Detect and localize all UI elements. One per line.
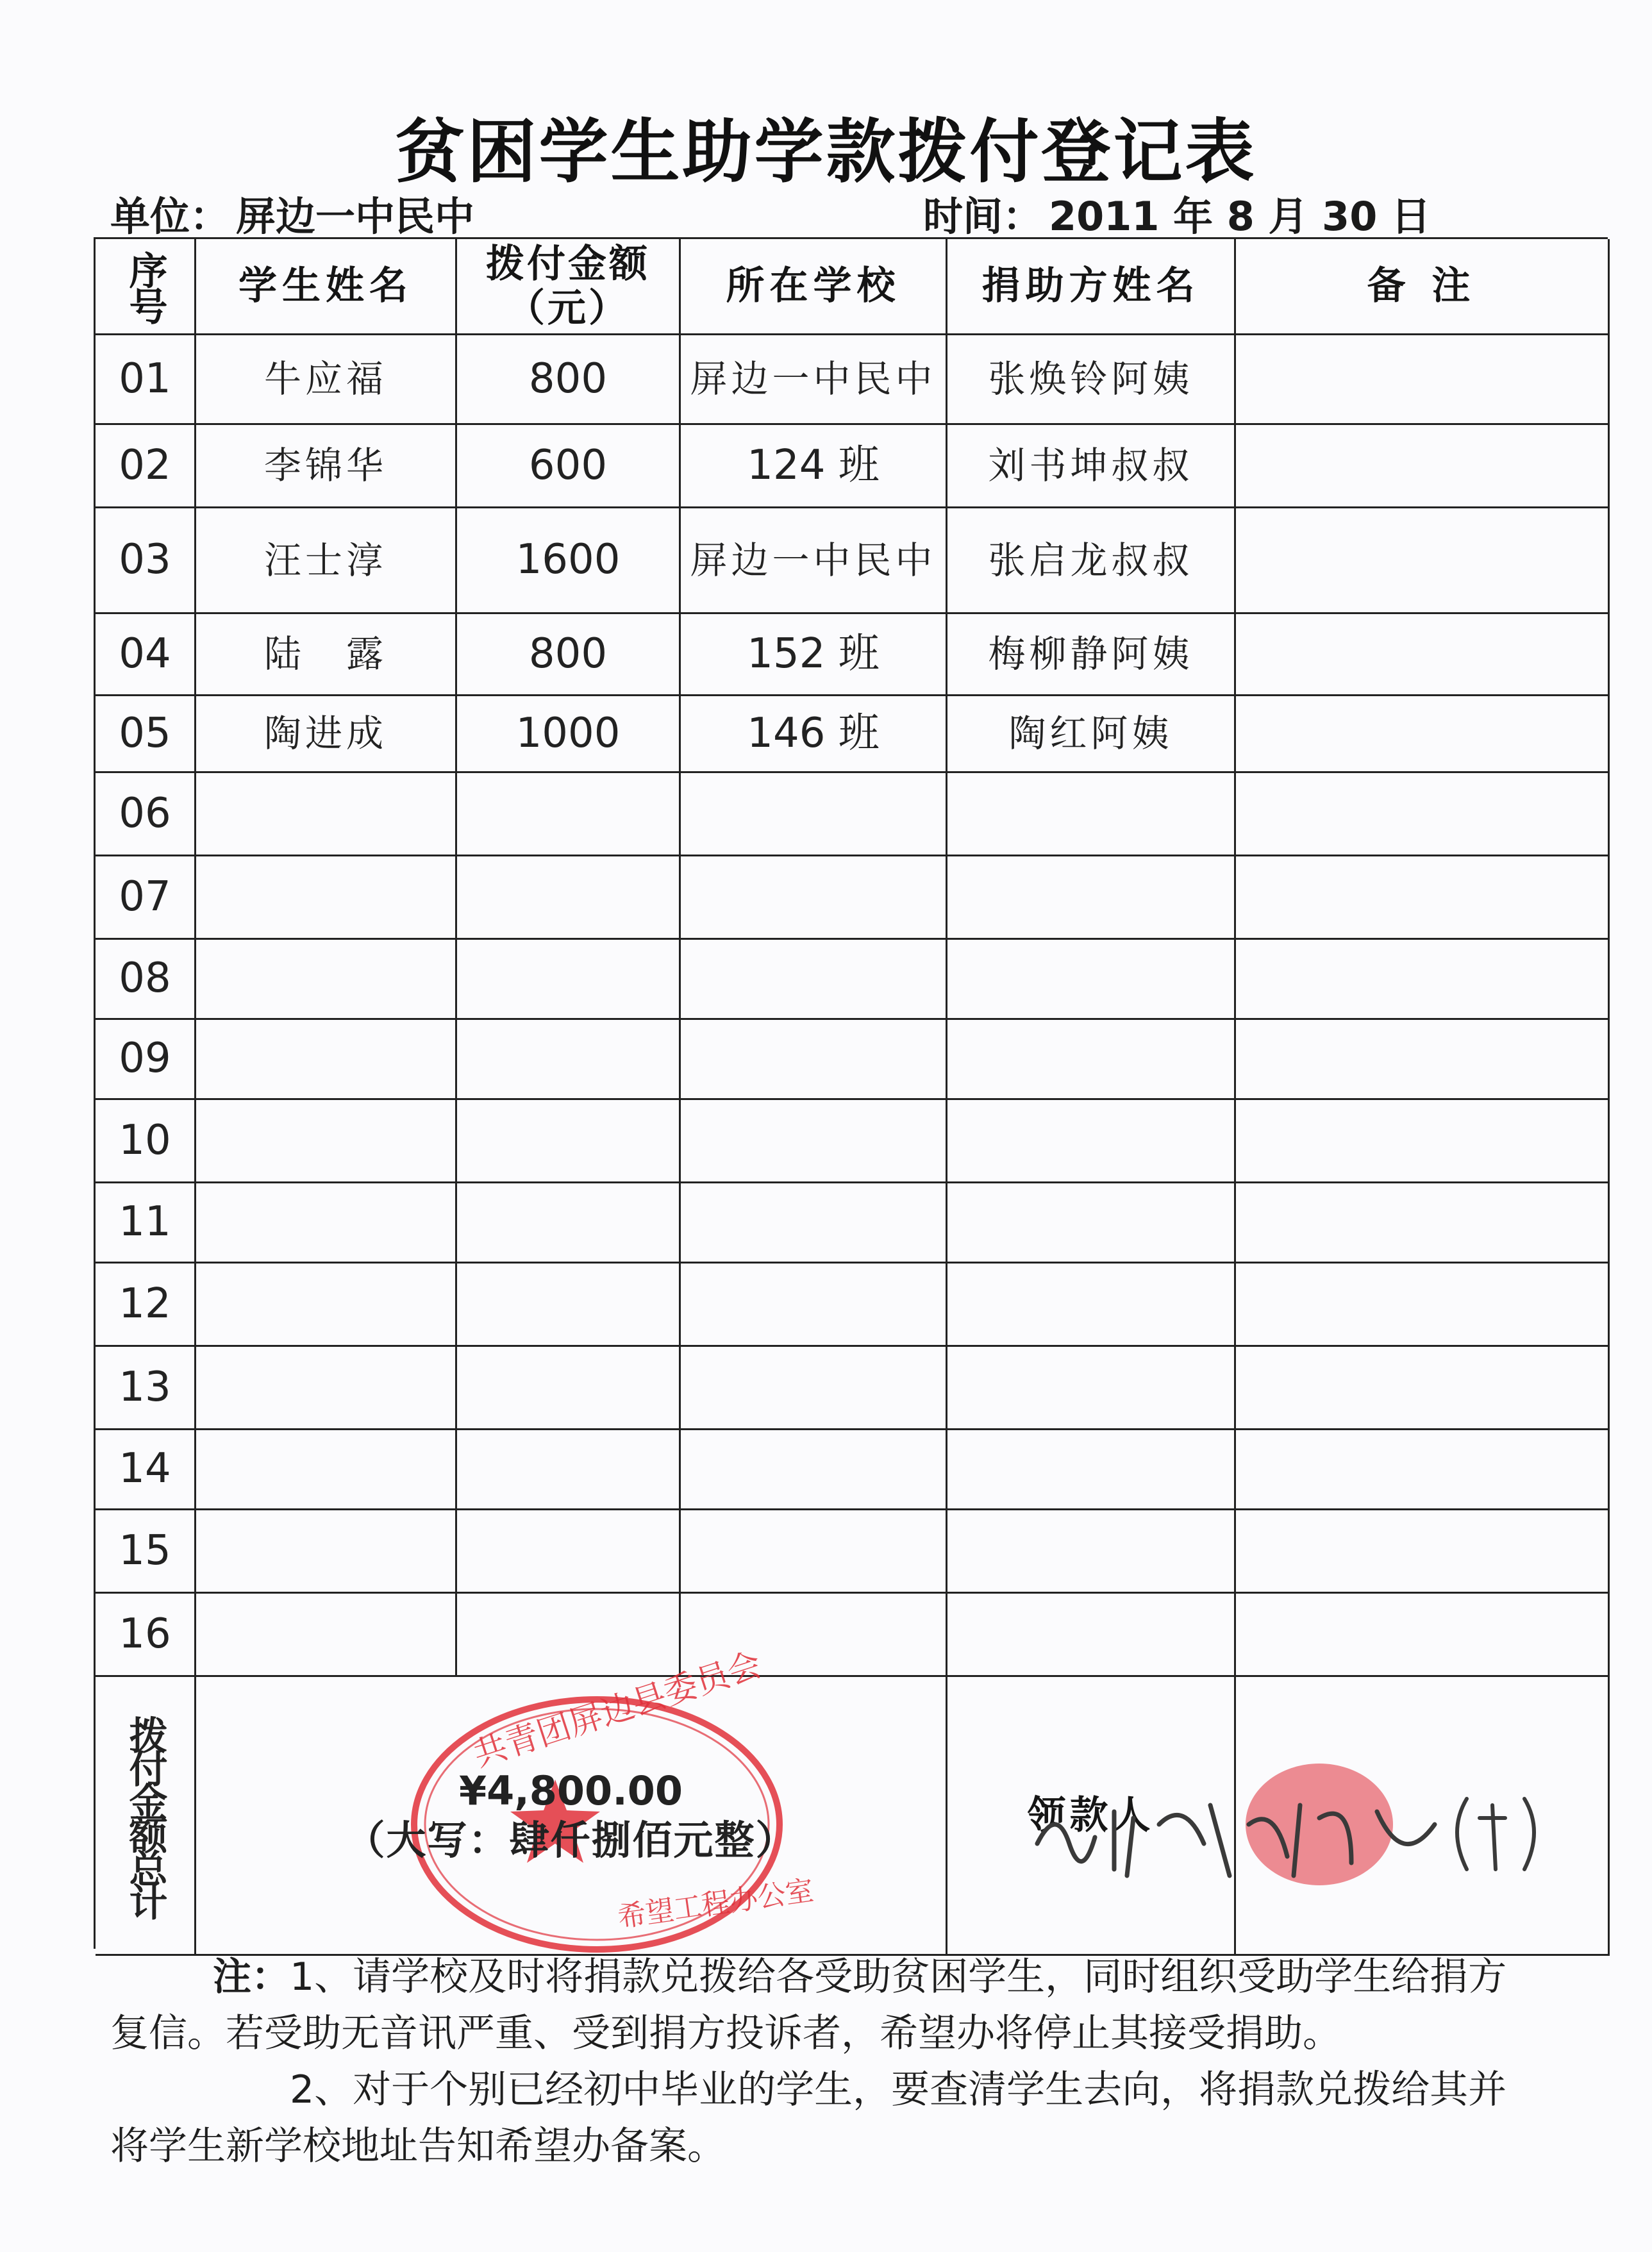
row-12-amount xyxy=(457,1264,681,1347)
row-06-note xyxy=(1236,773,1610,856)
header-seq: 序号 xyxy=(96,239,196,335)
row-12-school xyxy=(681,1264,947,1347)
row-08-name xyxy=(196,940,457,1020)
row-10-donor xyxy=(947,1100,1236,1183)
row-10-amount xyxy=(457,1100,681,1183)
row-09-school xyxy=(681,1020,947,1100)
recipient-label: 领款人 xyxy=(947,1677,1236,1956)
total-amount: ¥4,800.00 xyxy=(458,1767,683,1814)
row-05-school: 146 班 xyxy=(681,696,947,773)
time-value: 2011 年 8 月 30 日 xyxy=(1049,193,1431,240)
row-10-school xyxy=(681,1100,947,1183)
row-11-amount xyxy=(457,1183,681,1264)
row-13-note xyxy=(1236,1347,1610,1430)
row-13-name xyxy=(196,1347,457,1430)
row-11-seq: 11 xyxy=(96,1183,196,1264)
row-13-school xyxy=(681,1347,947,1430)
row-16-note xyxy=(1236,1594,1610,1677)
time-label: 时间： xyxy=(923,193,1043,240)
header-amount: 拨付金额（元） xyxy=(457,239,681,335)
row-08-school xyxy=(681,940,947,1020)
row-15-name xyxy=(196,1510,457,1594)
row-16-name xyxy=(196,1594,457,1677)
document-title: 贫困学生助学款拨付登记表 xyxy=(395,112,1257,192)
row-07-amount xyxy=(457,856,681,940)
row-15-school xyxy=(681,1510,947,1594)
header-student-name: 学生姓名 xyxy=(196,239,457,335)
row-12-name xyxy=(196,1264,457,1347)
row-10-note xyxy=(1236,1100,1610,1183)
row-06-seq: 06 xyxy=(96,773,196,856)
svg-text:希望工程办公室: 希望工程办公室 xyxy=(615,1874,816,1934)
notes-section xyxy=(110,1949,1533,2174)
time-line xyxy=(923,185,1431,242)
note-1: 1、请学校及时将捐款兑拨给各受助贫困学生，同时组织受助学生给捐方复信。若受助无音讯严重、受到捐方投诉者，希望办将停止其接受捐助。 xyxy=(110,1955,1507,2056)
row-02-note xyxy=(1236,425,1610,508)
row-07-school xyxy=(681,856,947,940)
row-07-seq: 07 xyxy=(96,856,196,940)
row-16-seq: 16 xyxy=(96,1594,196,1677)
total-amount-cell xyxy=(196,1645,947,1956)
unit-value: 屏边一中民中 xyxy=(236,193,475,240)
row-03-amount: 1600 xyxy=(457,508,681,614)
row-01-donor: 张焕铃阿姨 xyxy=(947,335,1236,425)
row-14-name xyxy=(196,1430,457,1510)
row-09-donor xyxy=(947,1020,1236,1100)
row-11-donor xyxy=(947,1183,1236,1264)
row-12-note xyxy=(1236,1264,1610,1347)
row-11-note xyxy=(1236,1183,1610,1264)
header-donor: 捐助方姓名 xyxy=(947,239,1236,335)
handwritten-signature xyxy=(1018,1747,1595,1895)
row-03-school: 屏边一中民中 xyxy=(681,508,947,614)
row-10-seq: 10 xyxy=(96,1100,196,1183)
row-11-name xyxy=(196,1183,457,1264)
row-07-donor xyxy=(947,856,1236,940)
row-02-school: 124 班 xyxy=(681,425,947,508)
row-01-name: 牛应福 xyxy=(196,335,457,425)
row-08-seq: 08 xyxy=(96,940,196,1020)
row-08-note xyxy=(1236,940,1610,1020)
row-15-note xyxy=(1236,1510,1610,1594)
row-01-seq: 01 xyxy=(96,335,196,425)
row-13-donor xyxy=(947,1347,1236,1430)
allocation-table xyxy=(94,237,1608,1949)
row-12-seq: 12 xyxy=(96,1264,196,1347)
row-03-note xyxy=(1236,508,1610,614)
row-10-name xyxy=(196,1100,457,1183)
row-01-amount: 800 xyxy=(457,335,681,425)
row-12-donor xyxy=(947,1264,1236,1347)
row-13-amount xyxy=(457,1347,681,1430)
row-09-amount xyxy=(457,1020,681,1100)
unit-line xyxy=(110,185,474,242)
unit-label: 单位： xyxy=(110,193,230,240)
row-16-donor xyxy=(947,1594,1236,1677)
row-06-amount xyxy=(457,773,681,856)
row-06-school xyxy=(681,773,947,856)
row-16-amount xyxy=(457,1594,681,1677)
row-04-seq: 04 xyxy=(96,614,196,696)
row-08-donor xyxy=(947,940,1236,1020)
header-note: 备 注 xyxy=(1236,239,1610,335)
row-04-donor: 梅柳静阿姨 xyxy=(947,614,1236,696)
row-02-donor: 刘书坤叔叔 xyxy=(947,425,1236,508)
svg-text:共青团屏边县委员会: 共青团屏边县委员会 xyxy=(469,1645,767,1775)
row-14-seq: 14 xyxy=(96,1430,196,1510)
row-09-note xyxy=(1236,1020,1610,1100)
row-07-note xyxy=(1236,856,1610,940)
row-11-school xyxy=(681,1183,947,1264)
row-05-name: 陶进成 xyxy=(196,696,457,773)
row-06-donor xyxy=(947,773,1236,856)
row-04-name: 陆 露 xyxy=(196,614,457,696)
row-01-school: 屏边一中民中 xyxy=(681,335,947,425)
row-06-name xyxy=(196,773,457,856)
total-label: 拨付金额总计 xyxy=(96,1677,196,1956)
row-04-amount: 800 xyxy=(457,614,681,696)
row-15-amount xyxy=(457,1510,681,1594)
row-03-donor: 张启龙叔叔 xyxy=(947,508,1236,614)
row-13-seq: 13 xyxy=(96,1347,196,1430)
row-14-donor xyxy=(947,1430,1236,1510)
recipient-signature-cell xyxy=(1236,1677,1610,1956)
row-15-seq: 15 xyxy=(96,1510,196,1594)
row-01-note xyxy=(1236,335,1610,425)
row-09-name xyxy=(196,1020,457,1100)
row-02-seq: 02 xyxy=(96,425,196,508)
row-04-school: 152 班 xyxy=(681,614,947,696)
row-02-name: 李锦华 xyxy=(196,425,457,508)
row-04-note xyxy=(1236,614,1610,696)
total-amount-words: （大写：肆仟捌佰元整） xyxy=(345,1817,797,1864)
row-05-donor: 陶红阿姨 xyxy=(947,696,1236,773)
row-03-seq: 03 xyxy=(96,508,196,614)
total-amount-group xyxy=(345,1768,796,1864)
row-09-seq: 09 xyxy=(96,1020,196,1100)
row-08-amount xyxy=(457,940,681,1020)
row-02-amount: 600 xyxy=(457,425,681,508)
row-05-seq: 05 xyxy=(96,696,196,773)
notes-prefix: 注： xyxy=(213,1955,290,1999)
header-school: 所在学校 xyxy=(681,239,947,335)
note-2: 2、对于个别已经初中毕业的学生，要查清学生去向，将捐款兑拨给其并将学生新学校地址告知希望办备案。 xyxy=(110,2067,1507,2169)
row-05-amount: 1000 xyxy=(457,696,681,773)
row-14-note xyxy=(1236,1430,1610,1510)
row-14-school xyxy=(681,1430,947,1510)
row-07-name xyxy=(196,856,457,940)
row-15-donor xyxy=(947,1510,1236,1594)
row-05-note xyxy=(1236,696,1610,773)
row-03-name: 汪士淳 xyxy=(196,508,457,614)
row-14-amount xyxy=(457,1430,681,1510)
